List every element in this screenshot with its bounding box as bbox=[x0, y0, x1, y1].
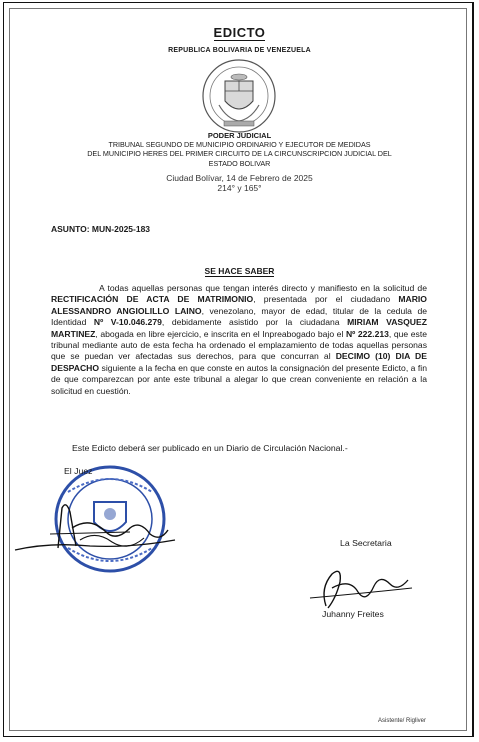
venezuela-coat-of-arms-seal-icon bbox=[197, 55, 281, 137]
secretary-signature bbox=[306, 558, 416, 616]
notice-heading: SE HACE SABER bbox=[204, 266, 275, 276]
court-line: ESTADO BOLIVAR bbox=[208, 158, 271, 168]
judge-label: El Juez bbox=[64, 466, 93, 476]
notice-paragraph: A todas aquellas personas que tengan interés directo y manifiesto en la solicitud de RECTIFICACIÓN DE ACTA DE MATRIMONIO, presentada por el ciudadano MARIO ALESSANDRO ANGIOLILLO LAINO, venezolano, mayor de edad, titular de la cedula de Identidad Nº V-10.046.279, debidamente asistido por la ciudadana MIRIAM VASQUEZ MARTINEZ, abogada en libre ejercicio, e inscrita en el Inpreabogado bajo el Nº 222.213, que este tribunal mediante auto de esta fecha ha ordenado el emplazamiento de todas aquellas personas que se puedan ver afectadas sus derechos, para que concurran al DECIMO (10) DIA DE DESPACHO siguiente a la fecha en que conste en autos la consignación del presente Edicto, a fin de que comparezcan por ante este tribunal a alegar lo que crean conveniente en relación a la solicitud en cuestión. bbox=[51, 283, 428, 396]
secretary-name: Juhanny Freites bbox=[322, 609, 384, 619]
document-title: EDICTO bbox=[213, 25, 266, 40]
city-date: Ciudad Bolívar, 14 de Febrero de 2025 bbox=[166, 173, 313, 183]
court-line: TRIBUNAL SEGUNDO DE MUNICIPIO ORDINARIO Y EJECUTOR DE MEDIDAS bbox=[108, 140, 371, 149]
court-line: DEL MUNICIPIO HERES DEL PRIMER CIRCUITO DE LA CIRCUNSCRIPCION JUDICIAL DEL bbox=[87, 149, 392, 159]
republic-heading: REPUBLICA BOLIVARIA DE VENEZUELA bbox=[168, 47, 311, 54]
notice-body bbox=[51, 283, 427, 397]
judicial-power-heading: PODER JUDICIAL bbox=[207, 131, 272, 140]
secretary-label: La Secretaria bbox=[340, 538, 392, 548]
court-name bbox=[0, 140, 479, 168]
case-subject: ASUNTO: MUN-2025-183 bbox=[51, 224, 151, 234]
judge-signature bbox=[10, 498, 180, 560]
publication-note: Este Edicto deberá ser publicado en un Diario de Circulación Nacional.- bbox=[72, 443, 348, 453]
years-line: 214° y 165° bbox=[217, 183, 262, 193]
assistant-credit: Asistente/ Rigliver bbox=[378, 718, 427, 724]
